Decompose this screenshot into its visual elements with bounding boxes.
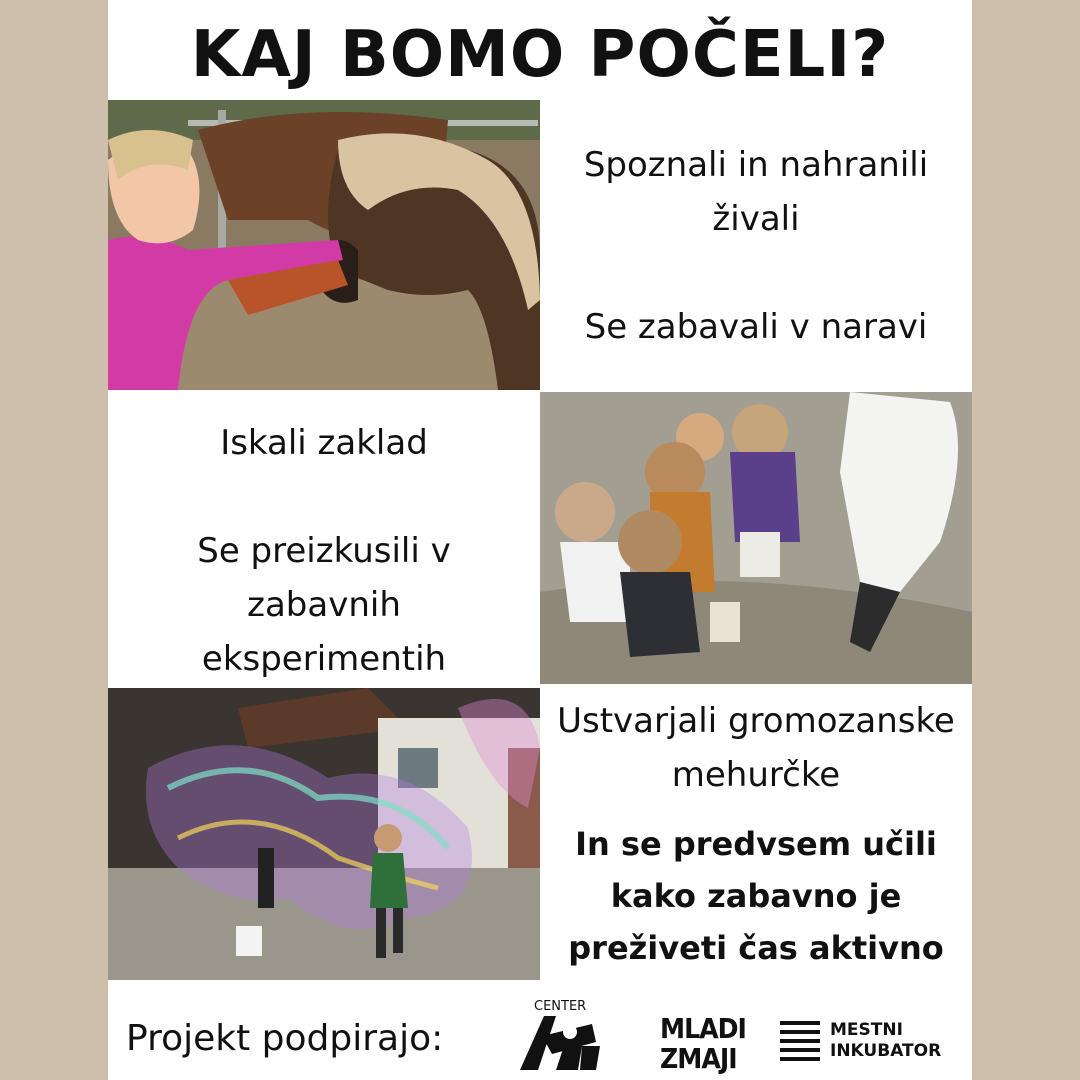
closing-message <box>540 818 972 974</box>
mestni-inkubator-line2: INKUBATOR <box>830 1041 942 1061</box>
center-rog-logo <box>512 996 604 1076</box>
activity-animals-line1: Spoznali in nahranili <box>583 145 929 185</box>
activity-bubbles-line2: mehurčke <box>671 755 841 795</box>
activity-animals <box>540 138 972 246</box>
photo-pony <box>108 100 540 390</box>
closing-message-line3: preživeti čas aktivno <box>568 929 944 967</box>
activity-nature: Se zabavali v naravi <box>584 307 928 347</box>
mestni-inkubator-line1: MESTNI <box>830 1020 903 1040</box>
activity-experiments <box>108 524 540 686</box>
closing-message-line2: kako zabavno je <box>610 877 902 915</box>
activity-bubbles-line1: Ustvarjali gromozanske <box>557 701 955 741</box>
activity-animals-line2: živali <box>712 199 800 239</box>
activity-bubbles <box>540 694 972 802</box>
mladi-zmaji-logo <box>660 1012 746 1075</box>
mestni-inkubator-lines-icon <box>780 1021 820 1061</box>
photo-treasure-hunt <box>540 392 972 684</box>
photo-giant-bubbles <box>108 688 540 980</box>
closing-message-line1: In se predvsem učili <box>575 825 937 863</box>
sponsors-label: Projekt podpirajo: <box>126 1018 444 1059</box>
activity-experiments-line3: eksperimentih <box>201 639 447 679</box>
activity-treasure: Iskali zaklad <box>220 423 428 463</box>
mestni-inkubator-logo <box>780 1020 941 1062</box>
poster-title: KAJ BOMO POČELI? <box>190 18 890 92</box>
activity-experiments-line2: zabavnih <box>247 585 401 625</box>
mladi-zmaji-logo-line2: ZMAJI <box>660 1042 737 1075</box>
mladi-zmaji-logo-line1: MLADI <box>660 1012 746 1045</box>
poster-card <box>108 0 972 1080</box>
activity-experiments-line1: Se preizkusili v <box>197 531 451 571</box>
center-rog-logo-top: CENTER <box>534 999 587 1014</box>
